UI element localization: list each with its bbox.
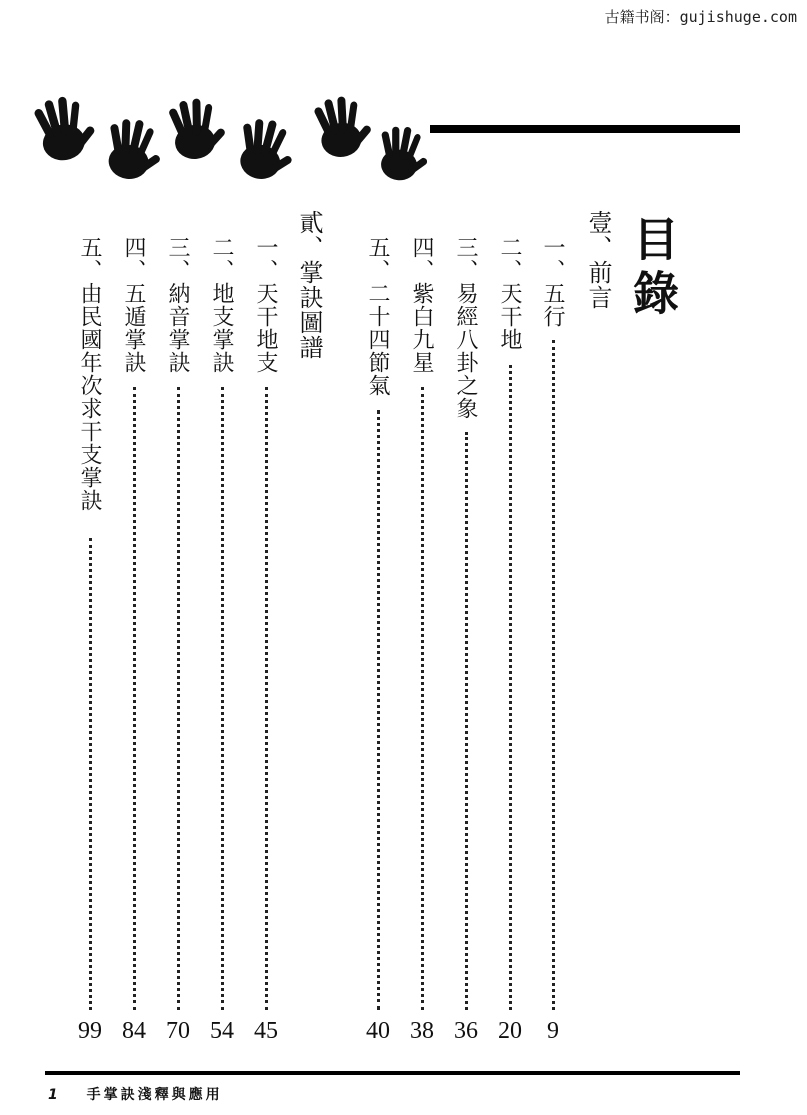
toc-entry-page: 99 (78, 1018, 102, 1044)
hand-icon (167, 96, 229, 162)
toc-entry-page: 9 (547, 1018, 559, 1044)
dot-leader (221, 387, 224, 1010)
toc-entry-label: 四、五遁掌訣 (121, 236, 146, 374)
toc-entry-label: 三、納音掌訣 (165, 236, 190, 374)
toc-entry-page: 70 (166, 1018, 190, 1044)
footer-rule (45, 1071, 740, 1075)
toc-entry-page: 40 (366, 1018, 390, 1044)
hand-icon (312, 93, 376, 160)
section-heading-preface: 壹、前言 (584, 210, 612, 310)
dot-leader (509, 365, 512, 1010)
toc-title: 目錄 (626, 215, 680, 323)
section-heading-palm-charts: 貳、掌訣圖譜 (295, 210, 323, 360)
dot-leader (421, 387, 424, 1010)
dot-leader (265, 387, 268, 1010)
toc-entry-page: 36 (454, 1018, 478, 1044)
toc-entry-page: 38 (410, 1018, 434, 1044)
toc-entry-label: 二、地支掌訣 (209, 236, 234, 374)
footer-page-number: 1 (48, 1087, 61, 1103)
toc-entry-label: 二、天干地 (497, 236, 522, 351)
toc-entry-label: 五、二十四節氣 (365, 236, 390, 397)
dot-leader (89, 538, 92, 1010)
hand-icon (376, 124, 432, 183)
dot-leader (177, 387, 180, 1010)
hand-icon (31, 92, 100, 165)
header-rule (430, 125, 740, 133)
watermark: 古籍书阁：gujishuge.com (604, 8, 797, 26)
toc-entry-label: 四、紫白九星 (409, 236, 434, 374)
dot-leader (377, 410, 380, 1010)
running-footer (48, 1084, 223, 1104)
toc-entry-page: 84 (122, 1018, 146, 1044)
toc-entry-page: 45 (254, 1018, 278, 1044)
dot-leader (465, 432, 468, 1010)
toc-entry-label: 一、天干地支 (253, 236, 278, 374)
toc-entry-page: 54 (210, 1018, 234, 1044)
toc-entry-label: 三、易經八卦之象 (453, 236, 478, 420)
toc-entry-page: 20 (498, 1018, 522, 1044)
hand-icon (103, 116, 167, 183)
dot-leader (552, 340, 555, 1010)
handprints-decoration (22, 80, 432, 195)
hand-icon (234, 115, 300, 184)
dot-leader (133, 387, 136, 1010)
toc-entry-label: 一、五行 (540, 236, 565, 328)
footer-book-title: 手掌訣淺釋與應用 (86, 1087, 223, 1103)
toc-entry-label: 五、由民國年次求干支掌訣 (77, 236, 102, 512)
